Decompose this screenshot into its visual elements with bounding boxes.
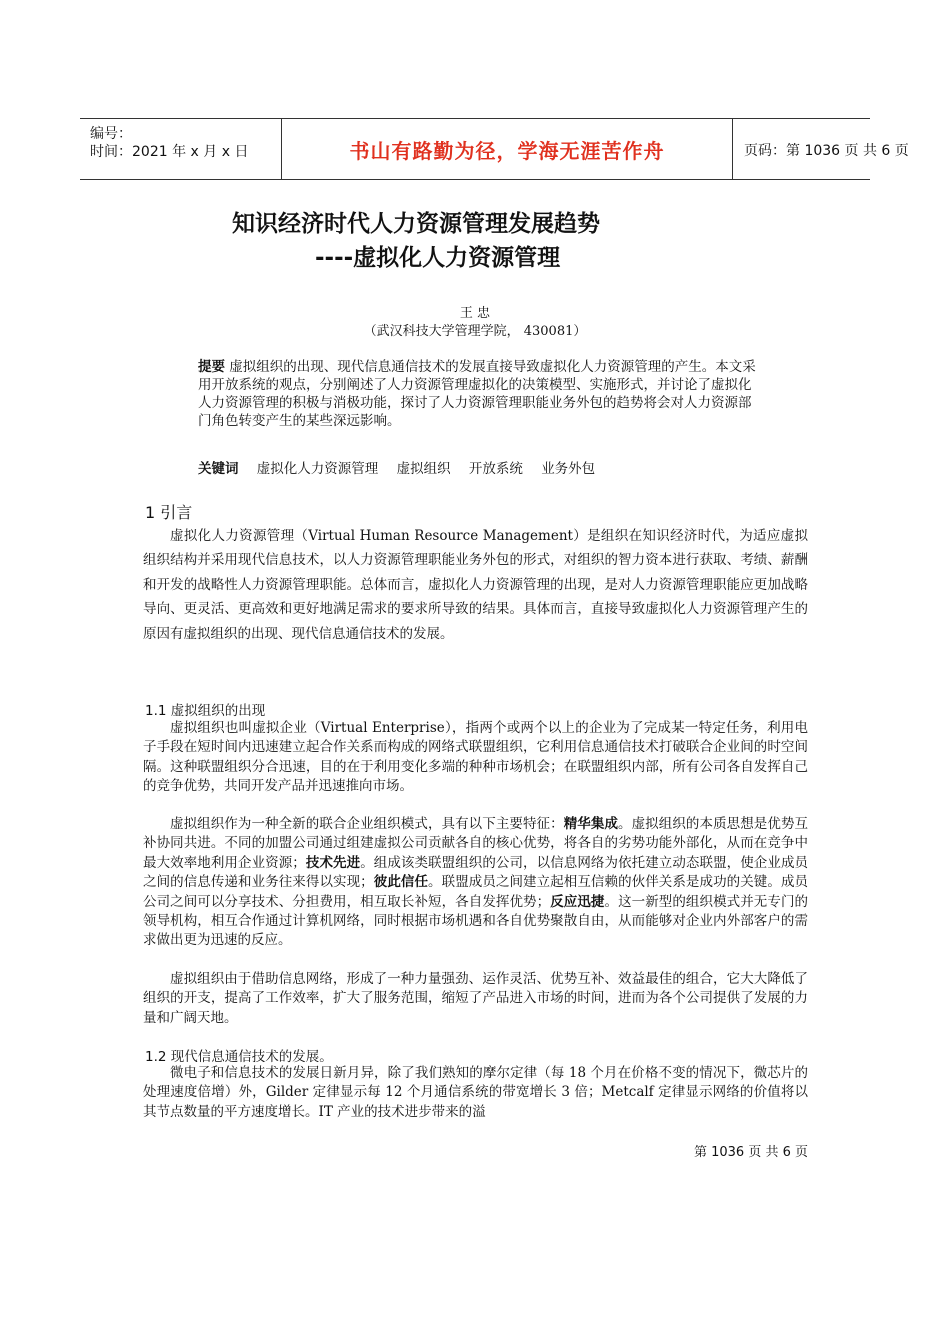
feature-term: 彼此信任: [373, 874, 429, 891]
section-1-1-paragraph-3: 虚拟组织由于借助信息网络，形成了一种力量强劲、运作灵活、优势互补、效益最佳的组合，它大大降低了组织的开支，提高了工作效率，扩大了服务范围，缩短了产品进入市场的时间，进而为各个公司提供了发展的力量和广阔天地。: [143, 971, 808, 1026]
section-1-1-heading: 1.1 虚拟组织的出现: [145, 703, 266, 719]
title-line-2: ----虚拟化人力资源管理: [315, 245, 561, 271]
number-label: 编号：: [90, 126, 132, 142]
title-line-1: 知识经济时代人力资源管理发展趋势: [232, 211, 600, 237]
abstract-label: 提要: [198, 359, 225, 375]
keywords: [198, 457, 609, 477]
time-label: 时间：2021 年 x 月 x 日: [90, 144, 249, 160]
section-1-paragraph: 虚拟化人力资源管理（Virtual Human Resource Management）是组织在知识经济时代，为适应虚拟组织结构并采用现代信息技术，以人力资源管理职能业务外包的形式，对组织的智力资本进行获取、考绩、薪酬和开发的战略性人力资源管理职能。总体而言，虚拟化人力资源管理的出现，是对人力资源管理职能应更加战略导向、更灵活、更高效和更好地满足需求的要求所导致的结果。具体而言，直接导致虚拟化人力资源管理产生的原因有虚拟组织的出现、现代信息通信技术的发展。: [143, 528, 808, 642]
keyword-item: 虚拟化人力资源管理: [256, 461, 379, 477]
section-1-2-paragraph-1: 微电子和信息技术的发展日新月异，除了我们熟知的摩尔定律（每 18 个月在价格不变的情况下，微芯片的处理速度倍增）外，Gilder 定律显示每 12 个月通信系统的带宽增长 3 倍；Metcalf 定律显示网络的价值将以其节点数量的平方速度增长。IT 产业的技术进步带来的溢: [143, 1065, 808, 1120]
header-motto-cell: [281, 119, 733, 179]
keyword-item: 业务外包: [541, 461, 596, 477]
page-label: 页码：第 1036 页 共 6 页: [744, 143, 909, 159]
keyword-item: 虚拟组织: [396, 461, 451, 477]
author: 王 忠: [459, 306, 491, 321]
affiliation: （武汉科技大学管理学院， 430081）: [363, 324, 587, 339]
section-1-1-paragraph-1: 虚拟组织也叫虚拟企业（Virtual Enterprise），指两个或两个以上的企业为了完成某一特定任务，利用电子手段在短时间内迅速建立起合作关系而构成的网络式联盟组织，它利用信息通信技术打破联合企业间的时空间隔。这种联盟组织分合迅速，目的在于利用变化多端的种种市场机会；在联盟组织内部，所有公司各自发挥自己的竞争优势，共同开发产品并迅速推向市场。: [143, 720, 808, 795]
section-1-1-paragraph-2: [143, 815, 808, 951]
keyword-item: 开放系统: [468, 461, 523, 477]
page-footer: 第 1036 页 共 6 页: [693, 1145, 808, 1160]
keywords-label: 关键词: [198, 461, 239, 477]
abstract-text: 虚拟组织的出现、现代信息通信技术的发展直接导致虚拟化人力资源管理的产生。本文采用开放系统的观点，分别阐述了人力资源管理虚拟化的决策模型、实施形式，并讨论了虚拟化人力资源管理的积极与消极功能，探讨了人力资源管理职能业务外包的趋势将会对人力资源部门角色转变产生的某些深远影响。: [198, 359, 756, 429]
text-run: 。这一新型的组织模式并无专门的领导机构，相互合作通过计算机网络，同时根据市场机遇和各自优势聚散自由，从而能够对企业内外部客户的需求做出更为迅速的反应。: [143, 893, 809, 949]
text-run: 。虚拟组织的本质思想是优势互补协同共进。不同的加盟公司通过组建虚拟公司贡献各自的核心优势，将各自的劣势功能外部化，从而在竞争中最大效率地利用企业资源；: [143, 816, 809, 871]
section-1-2-heading: 1.2 现代信息通信技术的发展。: [145, 1049, 333, 1065]
header-meta-cell: [80, 119, 281, 179]
header-page-cell: [732, 119, 909, 179]
abstract: [198, 358, 758, 430]
section-1-heading: 1 引言: [145, 503, 193, 522]
text-run: 。组成该类联盟组织的公司，以信息网络为依托建立动态联盟，使企业成员之间的信息传递和业务往来得以实现；: [143, 854, 809, 891]
feature-term: 技术先进: [305, 854, 361, 871]
header-table: [80, 118, 909, 180]
text-run: 虚拟组织作为一种全新的联合企业组织模式，具有以下主要特征：: [170, 816, 564, 832]
text-run: 。联盟成员之间建立起相互信赖的伙伴关系是成功的关键。成员公司之间可以分享技术、分担费用，相互取长补短，各自发挥优势；: [143, 874, 809, 910]
feature-term: 精华集成: [563, 816, 619, 832]
feature-term: 反应迅捷: [550, 893, 605, 910]
motto: 书山有路勤为径，学海无涯苦作舟: [349, 139, 665, 163]
